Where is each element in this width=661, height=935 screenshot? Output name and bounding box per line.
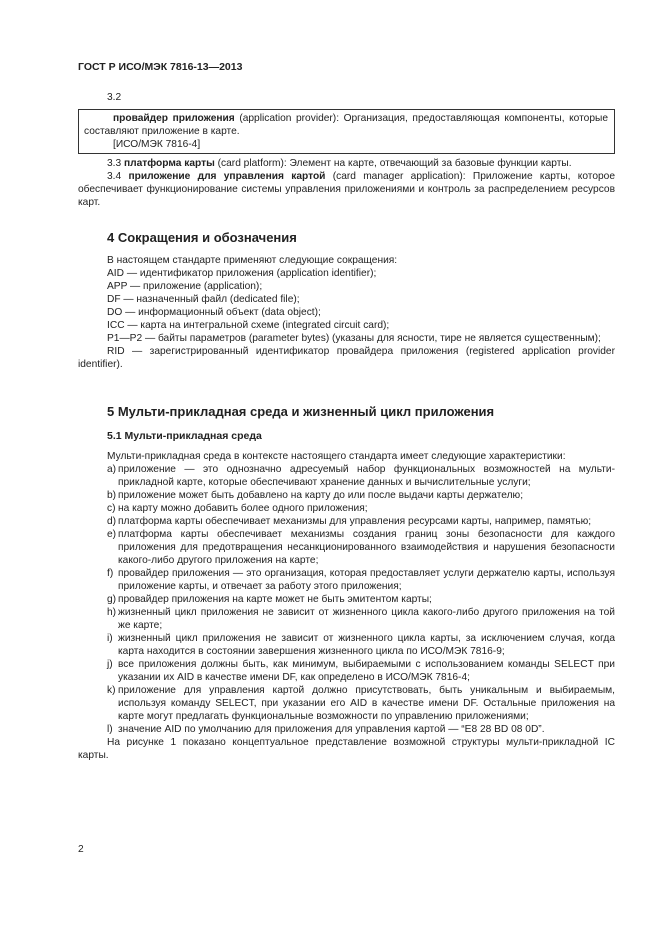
term-3-3-text: (card platform): Элемент на карте, отвечающий за базовые функции карты.	[214, 158, 572, 169]
list-item-text: приложение может быть добавлено на карту до или после выдачи карты держателю;	[118, 490, 524, 501]
list-item-text: жизненный цикл приложения не зависит от жизненного цикла карты, за исключением случая, когда карта находится в состоянии завершения жизненного цикла по ИСО/МЭК 7816-9;	[118, 633, 615, 657]
list-item-marker: d)	[107, 516, 117, 527]
terms-section	[78, 91, 615, 209]
abbreviation-item: APP — приложение (application);	[107, 281, 263, 292]
list-item	[78, 502, 615, 515]
list-item-marker: c)	[107, 503, 116, 514]
term-3-2-box	[78, 109, 615, 154]
term-3-2-text: (application provider): Организация, предоставляющая компоненты, которые составляют приложение в карте.	[84, 113, 608, 137]
term-3-3-number: 3.3	[107, 158, 124, 169]
list-item	[78, 463, 615, 489]
term-3-3-term: платформа карты	[124, 158, 215, 169]
abbreviation-item: RID — зарегистрированный идентификатор провайдера приложения (registered application provider identifier).	[78, 346, 615, 370]
list-item-text: приложение — это однозначно адресуемый набор функциональных возможностей на мульти-прикладной карте, которые обеспечивают хранение данных и вычислительные услуги;	[118, 464, 615, 488]
list-item-text: жизненный цикл приложения не зависит от жизненного цикла какого-либо другого приложения на той же карте;	[118, 607, 615, 631]
term-3-4-number: 3.4	[107, 171, 129, 182]
list-item	[78, 489, 615, 502]
list-item	[78, 658, 615, 684]
list-item-text: значение AID по умолчанию для приложения для управления картой — “E8 28 BD 08 0D”.	[118, 724, 545, 735]
list-item-marker: h)	[107, 607, 117, 618]
term-3-2-term: провайдер приложения	[113, 113, 235, 124]
list-item	[78, 515, 615, 528]
list-item-text: приложение для управления картой должно присутствовать, быть уникальным и выбираемым, используя команду SELECT, при указании его AID в качестве имени DF. Остальные приложения на карте могут предлагать функциональные возможности по управлению приложениями;	[118, 685, 615, 722]
list-item-text: все приложения должны быть, как минимум, выбираемыми с использованием команды SELECT при указании их AID в качестве имени DF, как определено в ИСО/МЭК 7816-4;	[118, 659, 615, 683]
section-4-heading: 4 Сокращения и обозначения	[107, 230, 297, 245]
list-item-marker: l)	[107, 724, 113, 735]
list-item	[78, 684, 615, 723]
list-item	[78, 567, 615, 593]
term-3-2-definition	[84, 112, 608, 138]
list-item-marker: b)	[107, 490, 117, 501]
term-3-2-reference: [ИСО/МЭК 7816-4]	[113, 139, 201, 150]
list-item-text: платформа карты обеспечивает механизмы создания границ зоны безопасности для каждого приложения для предотвращения несанкционированного взаимодействия и нарушения безопасности какого-либо другого приложения на карте;	[118, 529, 615, 566]
figure-reference-paragraph: На рисунке 1 показано концептуальное представление возможной структуры мульти-прикладной IC карты.	[78, 737, 615, 761]
characteristics-list	[78, 463, 615, 736]
term-3-4-term: приложение для управления картой	[128, 171, 326, 182]
subsection-5-1-heading: 5.1 Мульти-прикладная среда	[107, 430, 262, 442]
subsection-5-1-intro: Мульти-прикладная среда в контексте настоящего стандарта имеет следующие характеристики:	[107, 451, 566, 462]
document-header: ГОСТ Р ИСО/МЭК 7816-13—2013	[78, 61, 243, 73]
list-item-marker: i)	[107, 633, 113, 644]
list-item-marker: f)	[107, 568, 114, 579]
list-item	[78, 632, 615, 658]
term-3-4	[78, 170, 615, 209]
page-number: 2	[78, 844, 84, 855]
abbreviation-item: DF — назначенный файл (dedicated file);	[107, 294, 300, 305]
abbreviation-item: P1—P2 — байты параметров (parameter bytes) (указаны для ясности, тире не является существенным);	[107, 333, 601, 344]
section-5-heading: 5 Мульти-прикладная среда и жизненный цикл приложения	[107, 404, 495, 419]
list-item-text: провайдер приложения — это организация, которая предоставляет услуги держателю карты, используя приложение карты, и отвечает за работу этого приложения;	[118, 568, 615, 592]
abbreviation-item: AID — идентификатор приложения (application identifier);	[107, 268, 377, 279]
list-item-marker: e)	[107, 529, 117, 540]
list-item	[78, 606, 615, 632]
list-item-marker: j)	[107, 659, 113, 670]
list-item-marker: a)	[107, 464, 117, 475]
term-3-3	[78, 157, 615, 170]
section-4	[78, 230, 615, 371]
term-3-4-text: (card manager application): Приложение карты, которое обеспечивает функционирование системы управления приложениями и контроль за распределением ресурсов карт.	[78, 171, 616, 208]
list-item	[78, 593, 615, 606]
list-item-text: провайдер приложения на карте может не быть эмитентом карты;	[118, 594, 432, 605]
abbreviation-item: DO — информационный объект (data object);	[107, 307, 321, 318]
list-item-marker: g)	[107, 594, 117, 605]
term-3-2-number: 3.2	[107, 92, 122, 103]
section-5	[78, 404, 615, 762]
list-item	[78, 723, 615, 736]
abbreviation-item: ICC — карта на интегральной схеме (integrated circuit card);	[107, 320, 390, 331]
list-item-text: на карту можно добавить более одного приложения;	[118, 503, 368, 514]
list-item-marker: k)	[107, 685, 116, 696]
section-4-intro: В настоящем стандарте применяют следующие сокращения:	[107, 255, 398, 266]
abbreviation-list	[78, 267, 615, 371]
list-item	[78, 528, 615, 567]
list-item-text: платформа карты обеспечивает механизмы для управления ресурсами карты, например, памятью;	[118, 516, 592, 527]
